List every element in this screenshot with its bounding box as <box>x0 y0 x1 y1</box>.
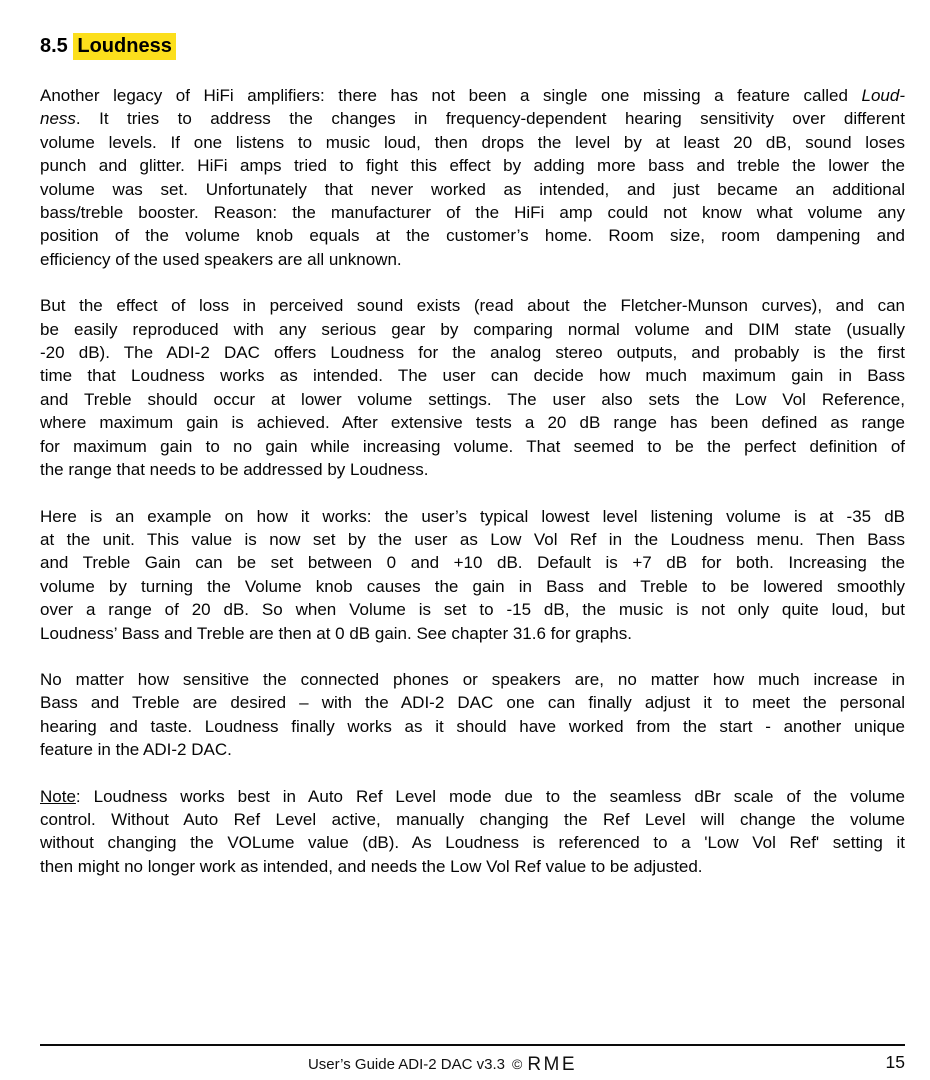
document-content <box>40 33 905 901</box>
paragraph <box>40 785 905 879</box>
text-line: be easily reproduced with any serious gear by comparing normal volume and DIM state (usually <box>40 319 905 339</box>
guide-title: User’s Guide ADI-2 DAC v3.3 <box>307 1056 505 1073</box>
text-line: But the effect of loss in perceived sound exists (read about the Fletcher-Munson curves), and can <box>40 296 905 316</box>
text-line: No matter how sensitive the connected phones or speakers are, no matter how much increase in <box>40 669 905 689</box>
text-line: hearing and taste. Loudness finally works as it should have worked from the start - another unique <box>40 716 905 736</box>
section-title-highlight: Loudness <box>73 33 175 60</box>
section-heading <box>40 33 905 59</box>
footer-text <box>40 1054 845 1076</box>
text-line: volume by turning the Volume knob causes the gain in Bass and Treble to be lowered smoothly <box>40 576 905 596</box>
brand-logo: RME <box>527 1054 578 1075</box>
text-line: -20 dB). The ADI-2 DAC offers Loudness for the analog stereo outputs, and probably is the first <box>40 343 905 363</box>
text-line: then might no longer work as intended, and needs the Low Vol Ref value to be adjusted. <box>40 856 703 876</box>
text-line: time that Loudness works as intended. The user can decide how much maximum gain in Bass <box>40 366 905 386</box>
text-line: ness. It tries to address the changes in frequency-dependent hearing sensitivity over different <box>40 109 905 129</box>
text-line: position of the volume knob equals at the customer’s home. Room size, room dampening and <box>40 226 905 246</box>
text-line: without changing the VOLume value (dB). As Loudness is referenced to a 'Low Vol Ref' setting it <box>40 833 905 853</box>
text-line: Here is an example on how it works: the user’s typical lowest level listening volume is at -35 dB <box>40 506 905 526</box>
section-number: 8.5 <box>40 35 68 57</box>
text-line: feature in the ADI-2 DAC. <box>40 740 232 760</box>
text-line: control. Without Auto Ref Level active, manually changing the Ref Level will change the volume <box>40 809 905 829</box>
text-line: Loudness’ Bass and Treble are then at 0 dB gain. See chapter 31.6 for graphs. <box>40 623 632 643</box>
paragraph <box>40 668 905 762</box>
text-line: volume levels. If one listens to music loud, then drops the level by at least 20 dB, sound loses <box>40 132 905 152</box>
text-line: at the unit. This value is now set by the user as Low Vol Ref in the Loudness menu. Then Bass <box>40 529 905 549</box>
text-line: Another legacy of HiFi amplifiers: there has not been a single one missing a feature called Loud- <box>40 86 905 105</box>
text-line: over a range of 20 dB. So when Volume is set to -15 dB, the music is not only quite loud, but <box>40 600 905 620</box>
text-line: bass/treble booster. Reason: the manufacturer of the HiFi amp could not know what volume any <box>40 203 905 223</box>
text-line: volume was set. Unfortunately that never worked as intended, and just became an additional <box>40 179 905 199</box>
page-number: 15 <box>885 1052 905 1072</box>
page-footer <box>40 1044 905 1080</box>
text-line: punch and glitter. HiFi amps tried to fight this effect by adding more bass and treble the lower the <box>40 156 905 176</box>
text-line: and Treble Gain can be set between 0 and +10 dB. Default is +7 dB for both. Increasing the <box>40 553 905 573</box>
text-line: where maximum gain is achieved. After extensive tests a 20 dB range has been defined as range <box>40 413 905 433</box>
footer-rule <box>40 1044 905 1046</box>
paragraph <box>40 294 905 481</box>
text-line: Bass and Treble are desired – with the ADI-2 DAC one can finally adjust it to meet the personal <box>40 693 905 713</box>
text-line: the range that needs to be addressed by Loudness. <box>40 460 429 480</box>
paragraph <box>40 505 905 645</box>
copyright-symbol: © <box>511 1056 523 1072</box>
text-line: Note: Loudness works best in Auto Ref Level mode due to the seamless dBr scale of the volume <box>40 786 905 806</box>
text-line: and Treble should occur at lower volume settings. The user also sets the Low Vol Reference, <box>40 389 905 409</box>
paragraph <box>40 84 905 271</box>
text-line: for maximum gain to no gain while increasing volume. That seemed to be the perfect definition of <box>40 436 905 456</box>
text-line: efficiency of the used speakers are all unknown. <box>40 249 402 269</box>
document-body <box>40 84 905 878</box>
